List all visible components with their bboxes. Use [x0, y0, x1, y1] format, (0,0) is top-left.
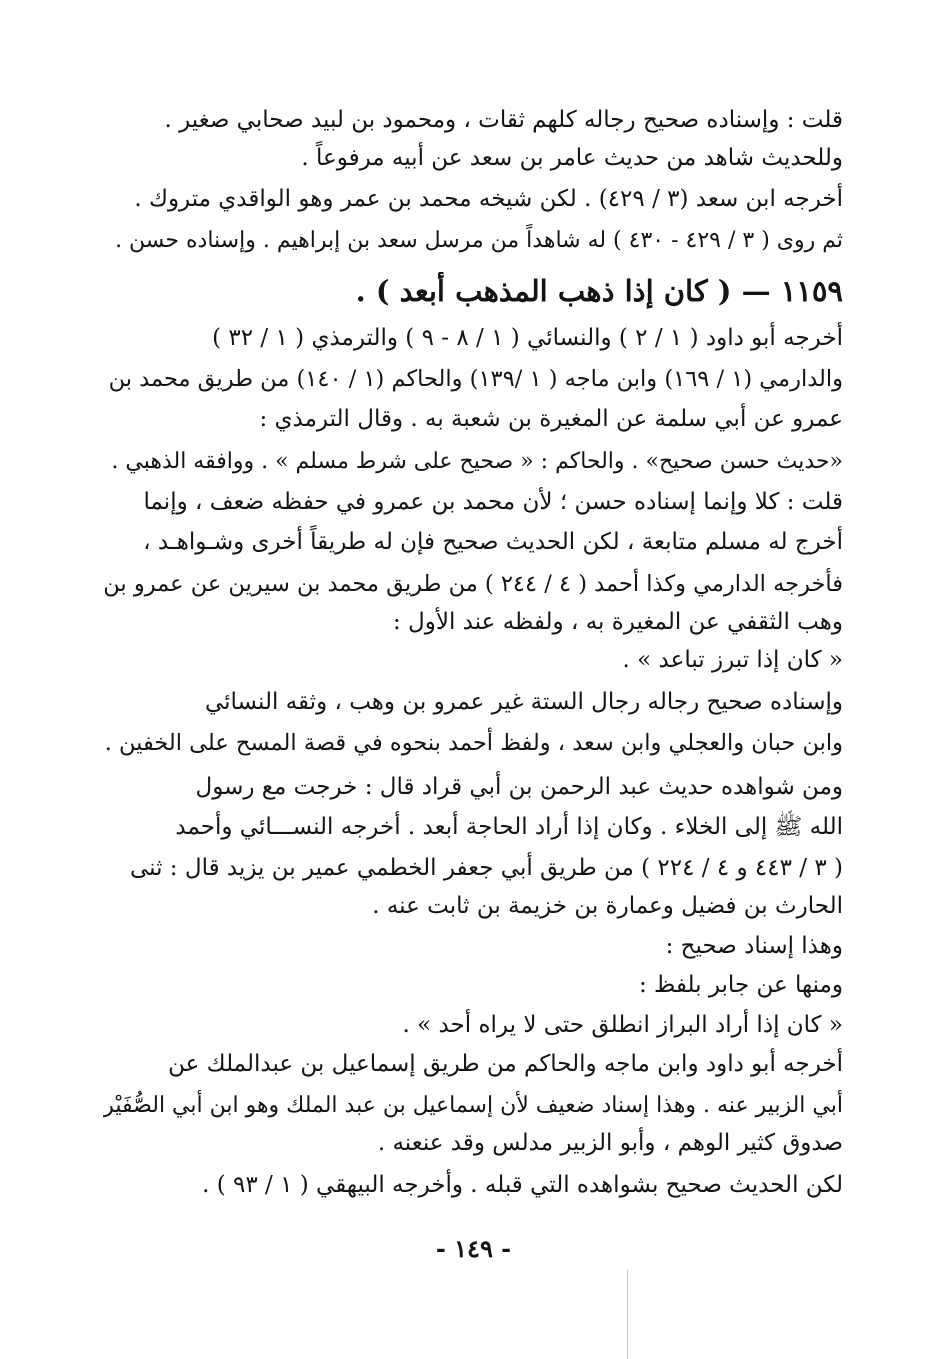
quote-line: « كان إذا تبرز تباعد » . — [622, 647, 843, 673]
text-line: ومنها عن جابر بلفظ : — [638, 972, 843, 998]
hadith-heading: ١١٥٩ — ( كان إذا ذهب المذهب أبعد ) . — [355, 274, 843, 308]
text-line: قلت : وإسناده صحيح رجاله كلهم ثقات ، ومحمود بن لبيد صحابي صغير . — [164, 107, 843, 133]
text-line: قلت : كلا وإنما إسناده حسن ؛ لأن محمد بن عمرو في حفظه ضعف ، وإنما — [143, 489, 843, 515]
quote-line: « كان إذا أراد البراز انطلق حتى لا يراه أحد » . — [402, 1012, 843, 1038]
text-line: ثم روى ( ٣ / ٤٢٩ - ٤٣٠ ) له شاهداً من مرسل سعد بن إبراهيم . وإسناده حسن . — [115, 228, 843, 253]
text-line: وهذا إسناد صحيح : — [665, 933, 843, 959]
page-crease — [627, 1270, 628, 1359]
text-line: أبي الزبير عنه . وهذا إسناد ضعيف لأن إسماعيل بن عبد الملك وهو ابن أبي الصُّفَيْر — [103, 1093, 843, 1118]
text-line: وللحديث شاهد من حديث عامر بن سعد عن أبيه مرفوعاً . — [301, 145, 843, 171]
text-line: صدوق كثير الوهم ، وأبو الزبير مدلس وقد عنعنه . — [377, 1130, 843, 1156]
text-line: لكن الحديث صحيح بشواهده التي قبله . وأخرجه البيهقي ( ١ / ٩٣ ) . — [202, 1172, 843, 1198]
text-line: أخرج له مسلم متابعة ، لكن الحديث صحيح فإن له طريقاً أخرى وشـواهـد ، — [143, 529, 843, 555]
text-line: عمرو عن أبي سلمة عن المغيرة بن شعبة به . وقال الترمذي : — [259, 406, 843, 432]
text-line: أخرجه أبو داود ( ١ / ٢ ) والنسائي ( ١ / ٨ - ٩ ) والترمذي ( ١ / ٣٢ ) — [212, 325, 843, 351]
text-line: وهب الثقفي عن المغيرة به ، ولفظه عند الأول : — [392, 609, 843, 635]
text-line: «حديث حسن صحيح» . والحاكم : « صحيح على شرط مسلم » . ووافقه الذهبي . — [111, 449, 843, 474]
text-line: والدارمي (١ / ١٦٩) وابن ماجه ( ١ /١٣٩) والحاكم (١ / ١٤٠) من طريق محمد بن — [108, 366, 843, 392]
text-line: وابن حبان والعجلي وابن سعد ، ولفظ أحمد بنحوه في قصة المسح على الخفين . — [104, 730, 843, 756]
text-line: ( ٣ / ٤٤٣ و ٤ / ٢٢٤ ) من طريق أبي جعفر الخطمي عمير بن يزيد قال : ثنى — [129, 855, 843, 881]
text-line: الحارث بن فضيل وعمارة بن خزيمة بن ثابت عنه . — [372, 893, 843, 919]
text-line: الله ﷺ إلى الخلاء . وكان إذا أراد الحاجة أبعد . أخرجه النســـائي وأحمد — [175, 814, 843, 840]
text-line: وإسناده صحيح رجاله رجال الستة غير عمرو بن وهب ، وثقه النسائي — [204, 689, 843, 715]
text-line: ومن شواهده حديث عبد الرحمن بن أبي قراد قال : خرجت مع رسول — [195, 774, 843, 800]
text-line: فأخرجه الدارمي وكذا أحمد ( ٤ / ٢٤٤ ) من طريق محمد بن سيرين عن عمرو بن — [103, 571, 843, 597]
text-line: أخرجه أبو داود وابن ماجه والحاكم من طريق إسماعيل بن عبدالملك عن — [168, 1051, 843, 1077]
page-number: - ١٤٩ - — [435, 1234, 512, 1263]
text-line: أخرجه ابن سعد (٣ / ٤٢٩) . لكن شيخه محمد بن عمر وهو الواقدي متروك . — [134, 186, 843, 212]
